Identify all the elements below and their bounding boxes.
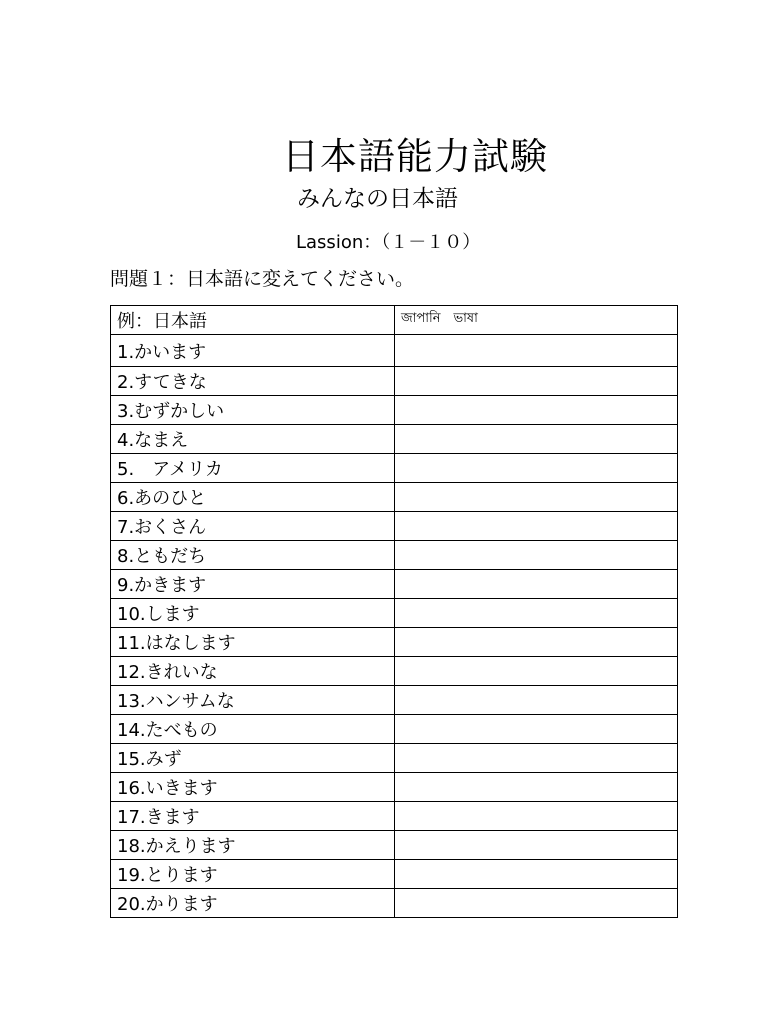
page-subtitle: みんなの日本語: [297, 186, 458, 212]
table-row: [111, 657, 678, 686]
table-row: [111, 831, 678, 860]
answer-cell[interactable]: [395, 657, 678, 686]
vocabulary-word: 3.むずかしい: [111, 396, 395, 425]
answer-cell[interactable]: [395, 512, 678, 541]
vocabulary-table: [110, 305, 678, 918]
vocabulary-word: 6.あのひと: [111, 483, 395, 512]
answer-cell[interactable]: [395, 860, 678, 889]
answer-cell[interactable]: [395, 425, 678, 454]
answer-cell[interactable]: [395, 541, 678, 570]
vocabulary-word: 8.ともだち: [111, 541, 395, 570]
table-row: [111, 396, 678, 425]
table-row: [111, 628, 678, 657]
table-row: [111, 773, 678, 802]
vocabulary-word: 9.かきます: [111, 570, 395, 599]
answer-cell[interactable]: [395, 802, 678, 831]
answer-cell[interactable]: [395, 773, 678, 802]
answer-cell[interactable]: [395, 686, 678, 715]
header-bengali: জাপানি ভাষা: [395, 306, 678, 335]
table-row: [111, 802, 678, 831]
vocabulary-word: 1.かいます: [111, 335, 395, 367]
vocabulary-word: 18.かえります: [111, 831, 395, 860]
table-row: [111, 512, 678, 541]
answer-cell[interactable]: [395, 570, 678, 599]
table-header-row: [111, 306, 678, 335]
answer-cell[interactable]: [395, 483, 678, 512]
answer-cell[interactable]: [395, 744, 678, 773]
vocabulary-word: 13.ハンサムな: [111, 686, 395, 715]
answer-cell[interactable]: [395, 335, 678, 367]
answer-cell[interactable]: [395, 889, 678, 918]
table-row: [111, 454, 678, 483]
lesson-range: Lassion：（１－１０）: [296, 232, 481, 253]
answer-cell[interactable]: [395, 628, 678, 657]
answer-cell[interactable]: [395, 715, 678, 744]
answer-cell[interactable]: [395, 396, 678, 425]
answer-cell[interactable]: [395, 454, 678, 483]
table-row: [111, 570, 678, 599]
table-row: [111, 425, 678, 454]
table-row: [111, 686, 678, 715]
vocabulary-word: 4.なまえ: [111, 425, 395, 454]
table-row: [111, 541, 678, 570]
answer-cell[interactable]: [395, 831, 678, 860]
table-row: [111, 889, 678, 918]
answer-cell[interactable]: [395, 367, 678, 396]
table-row: [111, 483, 678, 512]
answer-cell[interactable]: [395, 599, 678, 628]
vocabulary-word: 20.かります: [111, 889, 395, 918]
header-japanese: 例：日本語: [111, 306, 395, 335]
vocabulary-word: 16.いきます: [111, 773, 395, 802]
vocabulary-word: 2.すてきな: [111, 367, 395, 396]
vocabulary-word: 12.きれいな: [111, 657, 395, 686]
table-row: [111, 599, 678, 628]
table-row: [111, 715, 678, 744]
vocabulary-word: 15.みず: [111, 744, 395, 773]
vocabulary-word: 19.とります: [111, 860, 395, 889]
table-row: [111, 860, 678, 889]
vocabulary-word: 5. アメリカ: [111, 454, 395, 483]
table-row: [111, 335, 678, 367]
vocabulary-word: 11.はなします: [111, 628, 395, 657]
vocabulary-word: 7.おくさん: [111, 512, 395, 541]
vocabulary-word: 14.たべもの: [111, 715, 395, 744]
vocabulary-word: 17.きます: [111, 802, 395, 831]
table-row: [111, 744, 678, 773]
page-title: 日本語能力試験: [282, 135, 548, 178]
question-instruction: 問題１：日本語に変えてください。: [110, 268, 415, 290]
vocabulary-word: 10.します: [111, 599, 395, 628]
table-row: [111, 367, 678, 396]
